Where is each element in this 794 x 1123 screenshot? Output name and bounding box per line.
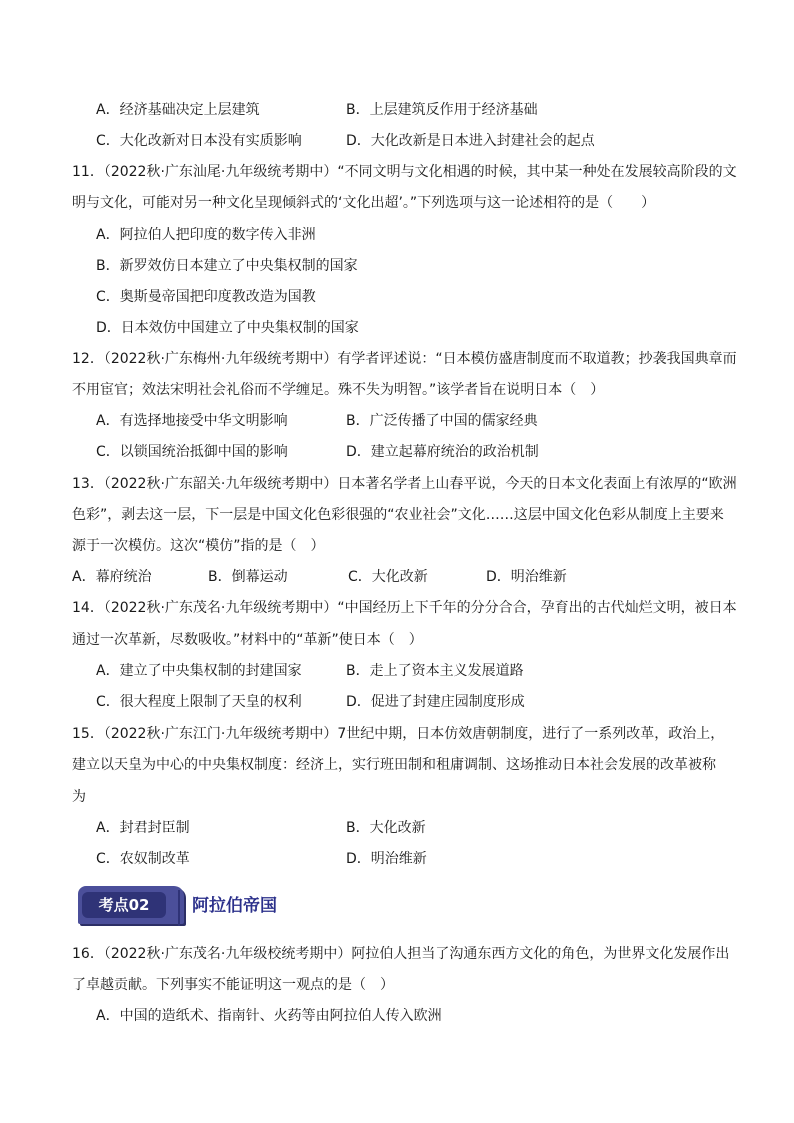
q11-option-d[interactable]: D．日本效仿中国建立了中央集权制的国家 xyxy=(96,320,359,336)
q13-stem-line2: 色彩”，剥去这一层，下一层是中国文化色彩很强的“农业社会”文化……这层中国文化色彩从制度上主要来 xyxy=(72,507,724,523)
q11-option-b[interactable]: B．新罗效仿日本建立了中央集权制的国家 xyxy=(96,258,358,274)
q12-stem-line1: 12．（2022秋·广东梅州·九年级统考期中）有学者评述说：“日本模仿盛唐制度而不取道教；抄袭我国典章而 xyxy=(72,351,737,367)
q15-option-d[interactable]: D．明治维新 xyxy=(346,851,427,867)
q14-option-d[interactable]: D．促进了封建庄园制度形成 xyxy=(346,694,525,710)
q10-option-d[interactable]: D．大化改新是日本进入封建社会的起点 xyxy=(346,133,595,149)
q14-stem-line2: 通过一次革新，尽数吸收。”材料中的“革新”使日本（ ） xyxy=(72,632,423,648)
q15-option-a[interactable]: A．封君封臣制 xyxy=(96,820,190,836)
q11-stem-line2: 明与文化，可能对另一种文化呈现倾斜式的‘文化出超’。”下列选项与这一论述相符的是（ ） xyxy=(72,195,656,211)
q14-option-b[interactable]: B．走上了资本主义发展道路 xyxy=(346,663,524,679)
q14-option-a[interactable]: A．建立了中央集权制的封建国家 xyxy=(96,663,302,679)
q12-option-a[interactable]: A．有选择地接受中华文明影响 xyxy=(96,413,288,429)
q13-stem-line3: 源于一次模仿。这次“模仿”指的是（ ） xyxy=(72,538,325,554)
q16-stem-line1: 16．（2022秋·广东茂名·九年级校统考期中）阿拉伯人担当了沟通东西方文化的角色，为世界文化发展作出 xyxy=(72,946,730,962)
q15-option-c[interactable]: C．农奴制改革 xyxy=(96,851,190,867)
q12-option-b[interactable]: B．广泛传播了中国的儒家经典 xyxy=(346,413,538,429)
q13-stem-line1: 13．（2022秋·广东韶关·九年级统考期中）日本著名学者上山春平说，今天的日本文化表面上有浓厚的“欧洲 xyxy=(72,476,737,492)
q11-stem-line1: 11．（2022秋·广东汕尾·九年级统考期中）“不同文明与文化相遇的时候，其中某一种处在发展较高阶段的文 xyxy=(72,164,737,180)
q11-option-c[interactable]: C．奥斯曼帝国把印度教改造为国教 xyxy=(96,289,316,305)
q13-option-a[interactable]: A．幕府统治 xyxy=(72,569,152,585)
q15-stem-line1: 15．（2022秋·广东江门·九年级统考期中）7世纪中期，日本仿效唐朝制度，进行了一系列改革，政治上， xyxy=(72,726,725,742)
section-tag: 考点02 xyxy=(82,892,166,918)
q15-option-b[interactable]: B．大化改新 xyxy=(346,820,426,836)
section-header-badge xyxy=(78,886,188,928)
q10-option-b[interactable]: B．上层建筑反作用于经济基础 xyxy=(346,102,538,118)
q12-option-d[interactable]: D．建立起幕府统治的政治机制 xyxy=(346,444,539,460)
q13-option-b[interactable]: B．倒幕运动 xyxy=(208,569,288,585)
q12-stem-line2: 不用宦官；效法宋明社会礼俗而不学缠足。殊不失为明智。”该学者旨在说明日本（ ） xyxy=(72,382,605,398)
q13-option-c[interactable]: C．大化改新 xyxy=(348,569,428,585)
q11-option-a[interactable]: A．阿拉伯人把印度的数字传入非洲 xyxy=(96,227,316,243)
q16-stem-line2: 了卓越贡献。下列事实不能证明这一观点的是（ ） xyxy=(72,977,394,993)
q14-stem-line1: 14．（2022秋·广东茂名·九年级统考期中）“中国经历上下千年的分分合合，孕育出的古代灿烂文明，被日本 xyxy=(72,600,737,616)
q15-stem-line2: 建立以天皇为中心的中央集权制度：经济上，实行班田制和租庸调制、这场推动日本社会发展的改革被称 xyxy=(72,757,716,773)
q12-option-c[interactable]: C．以锁国统治抵御中国的影响 xyxy=(96,444,288,460)
q10-option-c[interactable]: C．大化改新对日本没有实质影响 xyxy=(96,133,302,149)
q13-option-d[interactable]: D．明治维新 xyxy=(486,569,567,585)
q14-option-c[interactable]: C．很大程度上限制了天皇的权利 xyxy=(96,694,302,710)
q15-stem-line3: 为 xyxy=(72,789,86,805)
section-title: 阿拉伯帝国 xyxy=(192,896,277,916)
q16-option-a[interactable]: A．中国的造纸术、指南针、火药等由阿拉伯人传入欧洲 xyxy=(96,1008,442,1024)
q10-option-a[interactable]: A．经济基础决定上层建筑 xyxy=(96,102,260,118)
section-divider xyxy=(178,890,180,926)
